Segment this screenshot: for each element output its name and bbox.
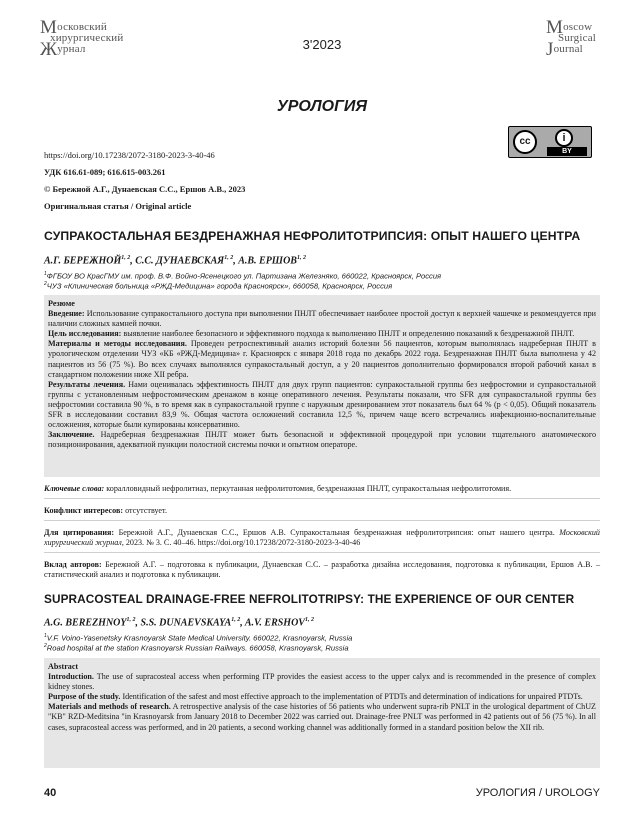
abstract-paragraph: Результаты лечения. Нами оценивалась эффективность ПНЛТ для двух групп пациентов: супракостальной группы без нефростомии и супракостальной группы с установленным нефростомическим дренажом в конце оперативного лечения. Результаты показали, что SFR для супракостальной группы без нефростомии составила 90 %, в то время как в супракостальной группе с наружным дренированием этот показатель был 64 % (p < 0,05). Общий показатель SFR в исследовании составил 83,9 %. Общая частота осложнений составила 12,5 %, причем чаще всего встречались инфекционно-воспалительные осложнения, которые были купированы консервативно.: [48, 379, 596, 430]
abstract-en-box: [44, 658, 600, 768]
affiliation-ru-2: $^2$ЧУЗ «Клиническая больница «РЖД-Медицина» города Красноярск», 660058, Красноярск, Россия: [44, 281, 393, 291]
keywords: Ключевые слова: коралловидный нефролитиаз, перкутанная нефролитотомия, бездренажная ПНЛТ, супракостальная нефролитотомия.: [44, 484, 512, 493]
abstract-paragraph: Материалы и методы исследования. Проведен ретроспективный анализ историй болезни 56 пациентов, которым выполнялась надреберная ПНЛТ в урологическом отделении ЧУЗ «КБ «РЖД-Медицина» г. Красноярск с января 2018 года по декабрь 2022 года. Бездренажная ПНЛТ была выполнена у 42 пациентов из 56 (75 %). Во всех случаях выполнялся супракостальный доступ, а у 20 пациентов дополнительно формировался второй рабочий канал в стандартном положении ниже XII ребра.: [48, 339, 596, 379]
license-by-label: BY: [547, 147, 587, 156]
logo-line: хирургический: [50, 32, 124, 44]
abstract-paragraph: Цель исследования: выявление наиболее безопасного и эффективного подхода к выполнению ПНЛТ и определению показаний к бездренажной ПНЛТ.: [48, 329, 575, 339]
affiliation-en-2: $^2$Road hospital at the station Krasnoyarsk Russian Railways. 660058, Krasnoyarsk, Russia: [44, 643, 349, 653]
cc-by-license-badge[interactable]: [508, 126, 592, 158]
abstract-paragraph: Materials and methods of research. A retrospective analysis of the case histories of 56 patients who underwent supra-rib PNLT in the urological department of ChUZ "KB" RZD-Meditsina "in Krasnoyarsk from January 2018 to December 2022 was carried out. Drainage-free PNLT was performed in 42 patients out of 56 (75 %). In all cases, supracosteal access was performed, and in 20 patients, a second working channel was additionally formed in a standard position below the XII rib.: [48, 702, 596, 732]
divider: [44, 520, 600, 521]
author-affil-index: 1, 2: [121, 255, 131, 261]
abstract-paragraph: Введение: Использование супракостального доступа при выполнении ПНЛТ обеспечивает наиболее простой доступ к верхней чашечке и рекомендуется при наличии сложных камней почки.: [48, 309, 596, 329]
article-title-ru: СУПРАКОСТАЛЬНАЯ БЕЗДРЕНАЖНАЯ НЕФРОЛИТОТРИПСИЯ: ОПЫТ НАШЕГО ЦЕНТРА: [44, 229, 581, 243]
logo-line: Moscow: [546, 17, 593, 38]
creative-commons-icon: cc: [513, 130, 537, 154]
logo-line: Journal: [546, 39, 583, 60]
affiliation-en-1: $^1$V.F. Voino-Yasenetsky Krasnoyarsk State Medical University. 660022, Krasnoyarsk, Russia: [44, 633, 353, 643]
section-title: УРОЛОГИЯ: [276, 98, 368, 115]
author-name: A.V. ERSHOV: [244, 617, 305, 629]
logo-line: Московский: [40, 17, 107, 38]
author-name: А.В. ЕРШОВ: [238, 255, 297, 267]
author-affil-index: 1, 2: [296, 255, 306, 261]
abstract-heading: Резюме: [48, 299, 75, 308]
article-type: Оригинальная статья / Original article: [44, 201, 192, 211]
author-name: S.S. DUNAEVSKAYA: [140, 617, 232, 629]
doi-link[interactable]: https://doi.org/10.17238/2072-3180-2023-3-40-46: [44, 150, 215, 160]
copyright-line: © Бережной А.Г., Дунаевская С.С., Ершов А.В., 2023: [44, 184, 246, 194]
logo-line: Журнал: [40, 39, 86, 60]
author-affil-index: 1, 2: [224, 255, 234, 261]
authors-ru: А.Г. БЕРЕЖНОЙ$^{1, 2}$, С.С. ДУНАЕВСКАЯ$^{1, 2}$, А.В. ЕРШОВ$^{1, 2}$: [44, 255, 306, 267]
abstract-paragraph: Заключение. Надреберная бездренажная ПНЛТ может быть безопасной и эффективной процедурой при условии тщательного анатомического позиционирования, адекватной пункции полостной системы почки и опытном операторе.: [48, 430, 596, 450]
author-name: А.Г. БЕРЕЖНОЙ: [44, 255, 122, 267]
divider: [44, 498, 600, 499]
udk-code: УДК 616.61-089; 616.615-003.261: [44, 167, 166, 177]
author-contribution: Вклад авторов: Бережной А.Г. – подготовка к публикации, Дунаевская С.С. – разработка дизайна исследования, подготовка к публикации, Ершов А.В. – статистический анализ и подготовка к публикации.: [44, 560, 600, 580]
author-affil-index: 1, 2: [231, 617, 241, 623]
journal-logo-en: [546, 17, 597, 60]
abstract-ru-box: [44, 295, 600, 477]
abstract-heading: Abstract: [48, 662, 79, 671]
author-name: С.С. ДУНАЕВСКАЯ: [135, 255, 225, 267]
issue-number: 3'2023: [302, 37, 342, 52]
divider: [44, 552, 600, 553]
article-title-en: SUPRACOSTEAL DRAINAGE-FREE NEFROLITOTRIPSY: THE EXPERIENCE OF OUR CENTER: [44, 592, 575, 606]
affiliation-ru-1: $^1$ФГБОУ ВО КрасГМУ им. проф. В.Ф. Войно-Ясенецкого ул. Партизана Железняко, 660022, Красноярск, Россия: [44, 271, 442, 281]
abstract-paragraph: Purpose of the study. Identification of the safest and most effective approach to the implementation of PTDTs and determination of indications for unpaired PTDTs.: [48, 692, 583, 702]
conflict-of-interest: Конфликт интересов: отсутствует.: [44, 506, 167, 515]
author-affil-index: 1, 2: [126, 617, 136, 623]
attribution-person-icon: i: [555, 129, 573, 147]
abstract-paragraph: Introduction. The use of supracosteal access when performing ITP provides the easiest access to the upper calyx and is recommended in the presence of complex kidney stones.: [48, 672, 596, 692]
author-name: A.G. BEREZHNOY: [44, 617, 127, 629]
author-affil-index: 1, 2: [304, 617, 314, 623]
logo-line: Surgical: [558, 32, 597, 44]
citation: Для цитирования: Бережной А.Г., Дунаевская С.С., Ершов А.В. Супракостальная бездренажная нефролитотрипсия: опыт нашего центра. Московский хирургический журнал, 2023. № 3. С. 40–46. https://doi.org/10.17238/2072-3180-2023-3-40-46: [44, 528, 600, 548]
running-section: УРОЛОГИЯ / UROLOGY: [475, 787, 600, 799]
page-number: 40: [44, 787, 57, 799]
authors-en: A.G. BEREZHNOY$^{1, 2}$, S.S. DUNAEVSKAYA$^{1, 2}$, A.V. ERSHOV$^{1, 2}$: [44, 617, 314, 629]
